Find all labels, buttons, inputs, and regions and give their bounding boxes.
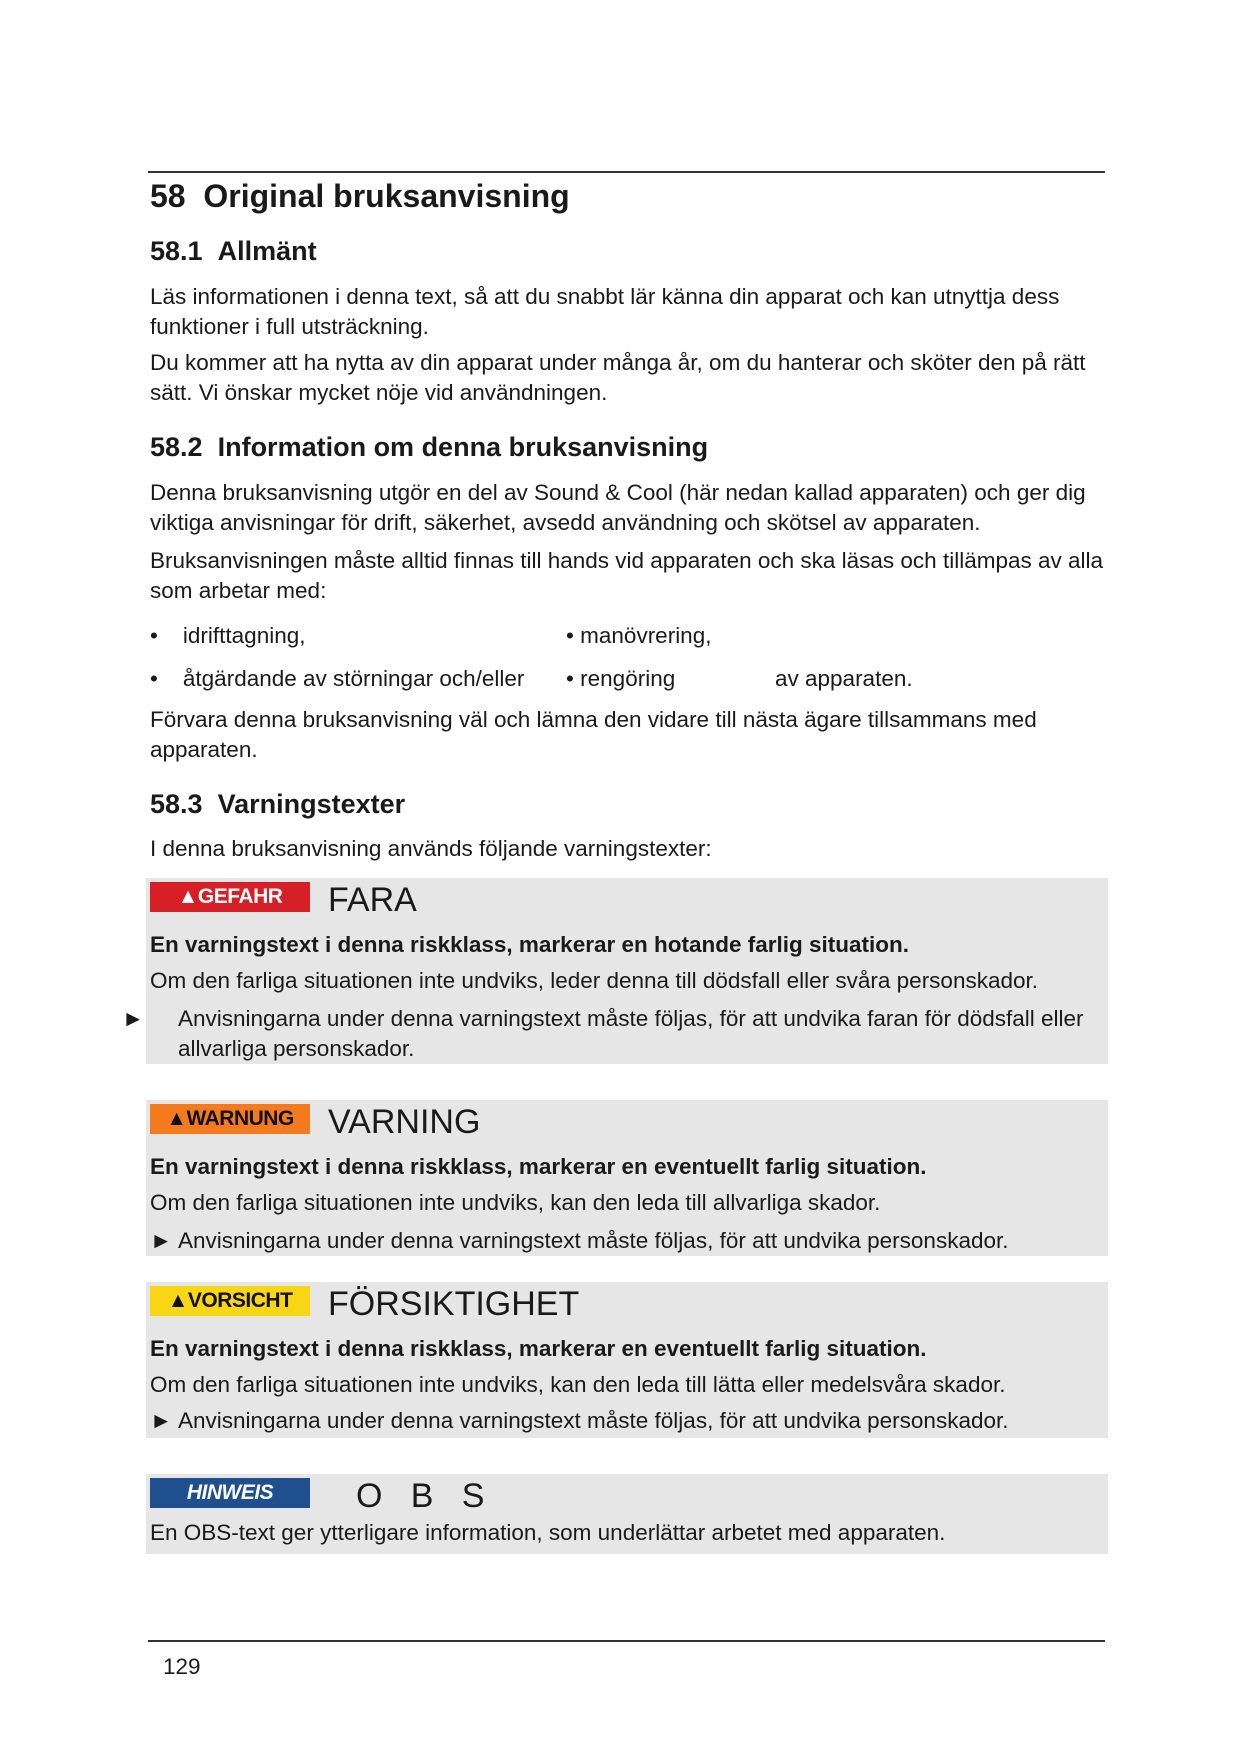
paragraph: Bruksanvisningen måste alltid finnas till hands vid apparaten och ska läsas och tillämpas av alla som arbetar med: [150, 548, 1104, 603]
page-number: 129 [163, 1654, 201, 1679]
signal-word: FÖRSIKTIGHET [328, 1285, 580, 1323]
paragraph: Du kommer att ha nytta av din apparat under många år, om du hanterar och sköter den på rätt sätt. Vi önskar mycket nöje vid användningen. [150, 350, 1086, 405]
signal-word: FARA [328, 881, 417, 919]
list-item: • rengöring [566, 666, 676, 691]
list-item: • idrifttagning, [150, 623, 306, 648]
warning-consequence: Om den farliga situationen inte undviks, kan den leda till allvarliga skador. [150, 1190, 881, 1215]
warning-instruction: ► Anvisningarna under denna varningstext måste följas, för att undvika personskador. [150, 1406, 1100, 1436]
section-title: Allmänt [217, 236, 317, 266]
warning-triangle-icon: ▲ [167, 1289, 188, 1312]
notice-text: En OBS-text ger ytterligare information, som underlättar arbetet med apparaten. [150, 1520, 946, 1545]
arrow-right-icon: ► [122, 1006, 145, 1031]
paragraph: I denna bruksanvisning används följande varningstexter: [150, 836, 712, 861]
section-heading-general [150, 236, 317, 267]
chapter-number: 58 [150, 178, 186, 214]
section-title: Varningstexter [217, 789, 406, 819]
warning-badge: ▲WARNUNG [150, 1104, 310, 1134]
bullet-icon: • [566, 623, 574, 648]
paragraph: Denna bruksanvisning utgör en del av Sound & Cool (här nedan kallad apparaten) och ger dig viktiga anvisningar för drift, säkerhet, avsedd användning och skötsel av apparaten. [150, 480, 1086, 535]
warning-triangle-icon: ▲ [177, 885, 198, 908]
notice-box [146, 1474, 1108, 1554]
list-item: • manövrering, [566, 623, 712, 648]
signal-word: O B S [356, 1477, 485, 1515]
header-rule [148, 171, 1105, 173]
warning-headline: En varningstext i denna riskklass, markerar en hotande farlig situation. [150, 932, 909, 957]
section-heading-warnings [150, 789, 405, 820]
warning-headline: En varningstext i denna riskklass, markerar en eventuellt farlig situation. [150, 1336, 927, 1361]
bullet-icon: • [566, 666, 574, 691]
warning-instruction: ► Anvisningarna under denna varningstext måste följas, för att undvika personskador. [150, 1226, 1100, 1256]
warning-consequence: Om den farliga situationen inte undviks, kan den leda till lätta eller medelsvåra skador. [150, 1372, 1006, 1397]
warning-box-caution [146, 1282, 1108, 1438]
bullet-icon: • [150, 666, 158, 691]
arrow-right-icon: ► [150, 1228, 173, 1253]
notice-badge: HINWEIS [150, 1478, 310, 1508]
list-item: • åtgärdande av störningar och/eller [150, 666, 525, 691]
danger-badge: ▲GEFAHR [150, 882, 310, 912]
section-heading-manual-info [150, 432, 708, 463]
footer-rule [148, 1640, 1105, 1642]
chapter-title: Original bruksanvisning [203, 178, 570, 214]
bullet-icon: • [150, 623, 158, 648]
warning-box-warning [146, 1100, 1108, 1256]
section-number: 58.1 [150, 236, 203, 266]
warning-instruction: ► Anvisningarna under denna varningstext måste följas, för att undvika faran för dödsfall eller allvarliga personskador. [122, 1006, 1084, 1061]
list-suffix: av apparaten. [775, 666, 913, 691]
warning-box-danger [122, 878, 1108, 1064]
chapter-heading [150, 178, 570, 215]
paragraph: Läs informationen i denna text, så att du snabbt lär känna din apparat och kan utnyttja dess funktioner i full utsträckning. [150, 284, 1060, 339]
section-number: 58.3 [150, 789, 203, 819]
signal-word: VARNING [328, 1103, 481, 1141]
caution-badge: ▲VORSICHT [150, 1286, 310, 1316]
section-title: Information om denna bruksanvisning [217, 432, 709, 462]
paragraph: Förvara denna bruksanvisning väl och lämna den vidare till nästa ägare tillsammans med apparaten. [150, 707, 1037, 762]
warning-headline: En varningstext i denna riskklass, markerar en eventuellt farlig situation. [150, 1154, 927, 1179]
warning-consequence: Om den farliga situationen inte undviks, leder denna till dödsfall eller svåra personskador. [150, 968, 1039, 993]
arrow-right-icon: ► [150, 1408, 173, 1433]
section-number: 58.2 [150, 432, 203, 462]
warning-triangle-icon: ▲ [166, 1107, 187, 1130]
